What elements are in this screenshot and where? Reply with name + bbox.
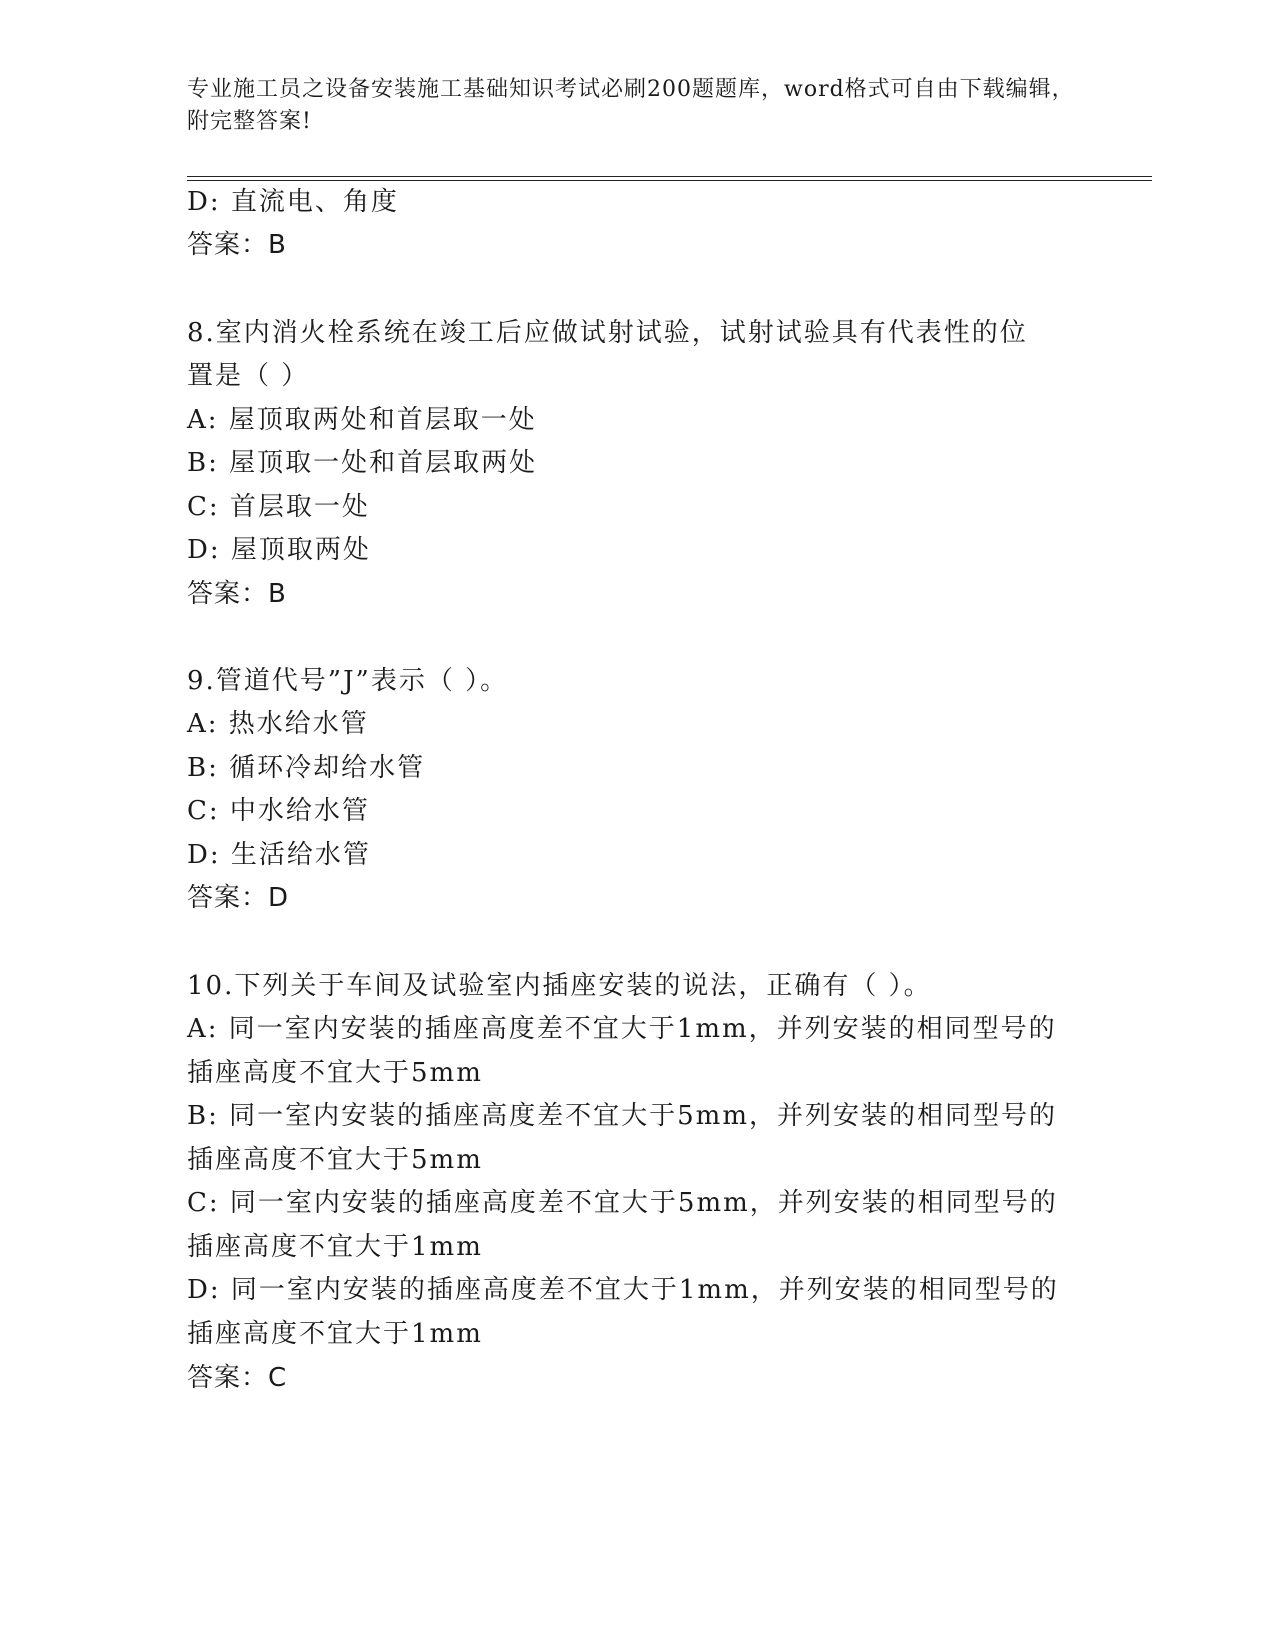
q7-option-d: D: 直流电、角度 xyxy=(187,187,399,217)
q9-option-b: B: 循环冷却给水管 xyxy=(187,753,426,783)
q10-option-c-line2: 插座高度不宜大于1mm xyxy=(187,1232,483,1262)
q9-answer: 答案：D xyxy=(187,883,290,913)
q10-stem: 10.下列关于车间及试验室内插座安装的说法，正确有（ ）。 xyxy=(187,971,932,1001)
q9-option-d: D: 生活给水管 xyxy=(187,840,371,870)
q9-stem: 9.管道代号”J”表示（ ）。 xyxy=(187,666,509,696)
q8-option-d: D: 屋顶取两处 xyxy=(187,535,371,565)
q10-option-b-line1: B: 同一室内安装的插座高度差不宜大于5mm，并列安装的相同型号的 xyxy=(187,1101,1057,1131)
q9-option-c: C: 中水给水管 xyxy=(187,796,370,826)
q10-option-c-line1: C: 同一室内安装的插座高度差不宜大于5mm，并列安装的相同型号的 xyxy=(187,1188,1058,1218)
q7-answer: 答案：B xyxy=(187,230,287,260)
q8-option-a: A: 屋顶取两处和首层取一处 xyxy=(187,405,537,435)
q8-option-c: C: 首层取一处 xyxy=(187,492,370,522)
q8-answer: 答案：B xyxy=(187,579,287,609)
q8-stem-line2: 置是（ ） xyxy=(187,361,310,391)
q10-option-a-line2: 插座高度不宜大于5mm xyxy=(187,1058,483,1088)
header-divider xyxy=(187,176,1152,181)
q10-option-b-line2: 插座高度不宜大于5mm xyxy=(187,1145,483,1175)
q8-stem-line1: 8.室内消火栓系统在竣工后应做试射试验，试射试验具有代表性的位 xyxy=(187,318,1028,348)
q10-option-a-line1: A: 同一室内安装的插座高度差不宜大于1mm，并列安装的相同型号的 xyxy=(187,1014,1057,1044)
q10-answer: 答案：C xyxy=(187,1363,288,1393)
q9-option-a: A: 热水给水管 xyxy=(187,709,369,739)
q8-option-b: B: 屋顶取一处和首层取两处 xyxy=(187,448,538,478)
q10-option-d-line1: D: 同一室内安装的插座高度差不宜大于1mm，并列安装的相同型号的 xyxy=(187,1275,1059,1305)
document-header: 专业施工员之设备安装施工基础知识考试必刷200题题库，word格式可自由下载编辑，附完整答案! xyxy=(187,77,1075,134)
q10-option-d-line2: 插座高度不宜大于1mm xyxy=(187,1319,483,1349)
